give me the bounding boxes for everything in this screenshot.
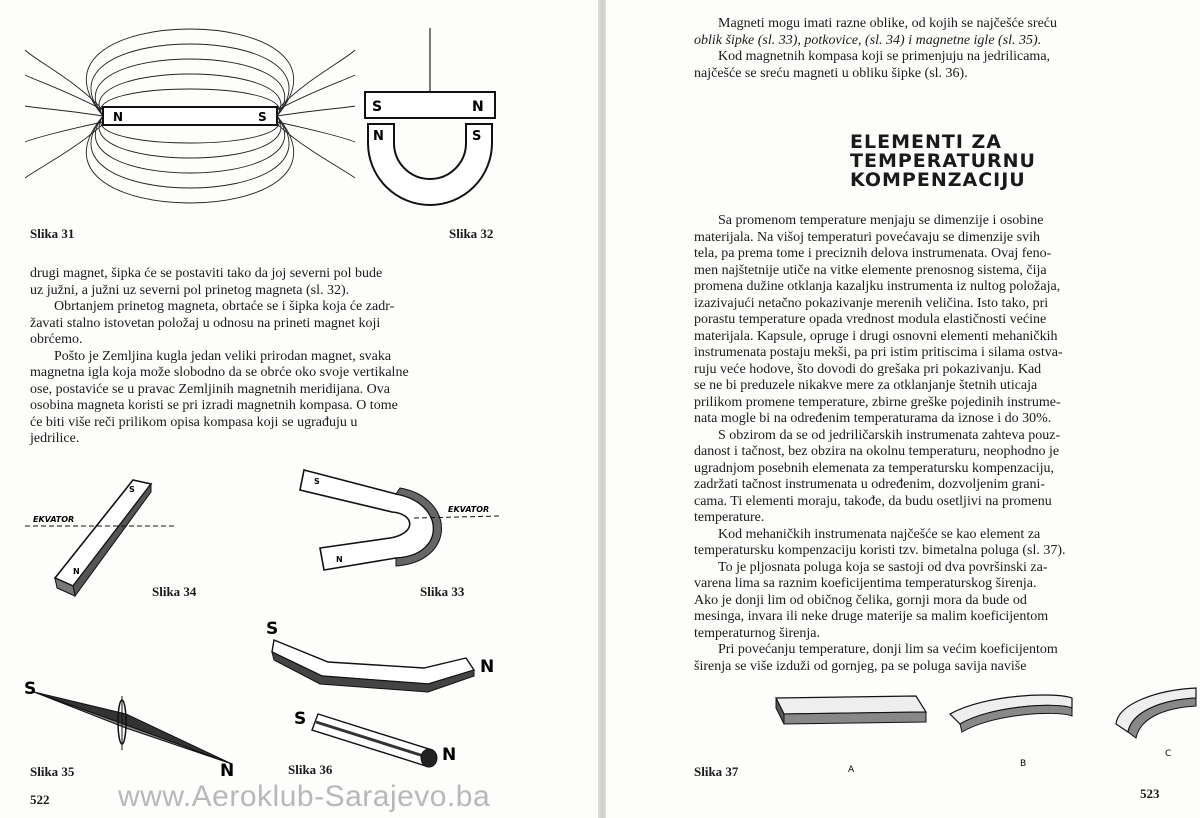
text-line: ose, postaviće se u pravac Zemljinih magnetnih meridijana. Ova (30, 381, 390, 397)
text-line: materijala. Kapsule, opruge i drugi osnovni elementi mehaničkih (694, 328, 1058, 344)
text-line: To je pljosnata poluga koja se sastoji od dva površinski za- (718, 559, 1048, 575)
fig35-pole-n: N (220, 761, 235, 781)
text-line: Pri povećanju temperature, donji lim sa većim koeficijentom (718, 642, 1058, 657)
text-line: se ne bi preduzele nikakve mere za otklanjanje štetnih uticaja (694, 378, 1038, 393)
page-number-right: 523 (1140, 786, 1160, 801)
fig31-pole-s: S (258, 110, 267, 124)
figure-32-caption: Slika 32 (449, 226, 494, 241)
fig34-pole-n: N (73, 567, 80, 576)
text-line: tela, pa prema tome i preciznih delova instrumenata. Ovaj feno- (694, 246, 1052, 261)
fig37-label-b: B (1020, 759, 1027, 769)
fig32-horseshoe-n: N (373, 129, 384, 144)
left-page (0, 0, 598, 818)
text-line: zadržati tačnost instrumenata u određenim, dozvoljenim grani- (694, 477, 1046, 492)
fig32-bar-n: N (472, 99, 484, 115)
bimetal-strip-b (950, 695, 1072, 732)
bimetal-strip-c (1116, 688, 1196, 738)
text-line: žavati stalno istovetan položaj u odnosu na prineti magnet koji (30, 315, 381, 331)
text-line: temperaturnog širenja. (694, 625, 820, 641)
text-line: ugradnjom posebnih elemenata za temperatursku kompenzaciju, (694, 460, 1054, 476)
text-line: Kod mehaničkih instrumenata najčešće se kao element za (718, 526, 1041, 542)
text-line: Pošto je Zemljina kugla jedan veliki prirodan magnet, svaka (54, 348, 392, 364)
text-line: Kod magnetnih kompasa koji se primenjuju na jedrilicama, (718, 49, 1051, 64)
text-line: varena lima sa raznim koeficijentima temperaturskog širenja. (694, 576, 1037, 591)
text-line: nata mogle bi na određenim temperaturama da iznose i do 30%. (694, 411, 1052, 426)
figure-33-caption: Slika 33 (420, 584, 465, 599)
text-line: Sa promenom temperature menjaju se dimenzije i osobine (718, 213, 1044, 228)
text-line: magnetna igla koja može slobodno da se obrće oko svoje vertikalne (30, 365, 409, 380)
heading-line: ELEMENTI ZA (850, 131, 1002, 153)
figure-34-caption: Slika 34 (152, 584, 197, 599)
fig33-pole-s: S (314, 477, 320, 486)
text-line: će biti više reči prilikom opisa kompasa koji se ugrađuju u (30, 414, 358, 430)
text-line: Magneti mogu imati razne oblike, od kojih se najčešće sreću (718, 16, 1058, 31)
figure-33-horseshoe-magnet (296, 458, 506, 578)
text-line: S obzirom da se od jedriličarskih instrumenata zahteva pouz- (718, 427, 1061, 443)
fig36-lower-n: N (442, 745, 457, 765)
text-line: porastu temperature opada vrednost modula elastičnosti većine (694, 312, 1047, 327)
text-line: materijala. Na višoj temperaturi povećavaju se dimenzije svih (694, 229, 1040, 245)
section-heading (850, 133, 1036, 190)
text-line: cama. Ti elementi moraju, takođe, da budu osetljivi na promenu (694, 493, 1052, 509)
text-line: temperature. (694, 510, 765, 525)
figure-32-bar-and-horseshoe (360, 28, 500, 198)
figure-35-magnetic-needle (22, 678, 252, 781)
fig37-label-c: C (1165, 749, 1172, 759)
figure-31-caption: Slika 31 (30, 226, 75, 241)
fig33-pole-n: N (336, 555, 343, 564)
text-line: men najštetnije utiče na vitke elemente prenosnog sistema, čija (694, 262, 1047, 278)
text-line: izazivajući netačno pokazivanje merenih veličina. Isto tako, pri (694, 295, 1049, 311)
text-line: danost i tačnost, bez obzira na okolnu temperaturu, neophodno je (694, 444, 1060, 459)
text-line: oblik šipke (sl. 33), potkovice, (sl. 34) i magnetne igle (sl. 35). (694, 32, 1042, 48)
text-line: ruju veće hodove, što dovodi do grešaka pri pokazivanju. Kad (694, 361, 1042, 377)
text-line: drugi magnet, šipka će se postaviti tako da joj severni pol bude (30, 266, 383, 281)
heading-line: TEMPERATURNU (850, 150, 1036, 172)
figure-37-caption: Slika 37 (694, 764, 739, 779)
fig34-pole-s: S (129, 485, 135, 494)
text-line: mesinga, invara ili neke druge materije sa malim koeficijentom (694, 609, 1049, 624)
text-line: prilikom promene temperature, zbirne greške pojedinih instrume- (694, 394, 1061, 410)
figure-31-field-lines (25, 20, 355, 205)
fig32-horseshoe-s: S (472, 129, 482, 144)
fig34-equator-label: EKVATOR (33, 515, 75, 524)
text-line: Obrtanjem prinetog magneta, obrtaće se i šipka koja će zadr- (54, 299, 395, 314)
fig36-lower-s: S (294, 709, 307, 729)
text-line: promena dužine otklanja kazaljku instrumenta iz nultog položaja, (694, 279, 1061, 294)
figure-37-bimetal-strips (756, 684, 1196, 774)
page-number-left: 522 (30, 792, 50, 807)
fig37-label-a: A (848, 765, 855, 775)
right-body-text (694, 213, 1190, 675)
text-line: jedrilice. (30, 431, 80, 446)
text-line: temperatursku kompenzaciju koristi tzv. bimetalna poluga (sl. 37). (694, 543, 1066, 558)
fig31-pole-n: N (113, 110, 124, 124)
text-line: obrćemo. (30, 332, 83, 347)
fig36-upper-s: S (266, 619, 279, 639)
text-line: najčešće se sreću magneti u obliku šipke (sl. 36). (694, 65, 968, 81)
text-line: instrumenata postaju mekši, pa pri istim pritiscima i silama ostva- (694, 345, 1063, 360)
fig32-bar-s: S (372, 99, 383, 115)
right-page (606, 0, 1200, 818)
fig36-upper-n: N (480, 657, 495, 677)
text-line: uz južni, a južni uz severni pol prinetog magneta (sl. 32). (30, 282, 350, 298)
bimetal-strip-a (776, 696, 926, 724)
heading-line: KOMPENZACIJU (850, 169, 1026, 191)
text-line: širenja se više izduži od gornjeg, pa se poluga savija naviše (694, 658, 1027, 674)
right-intro-text (694, 16, 1190, 82)
figure-36-caption: Slika 36 (288, 762, 333, 777)
fig35-pole-s: S (24, 679, 37, 699)
left-body-text (30, 266, 500, 448)
figure-36-compass-magnets (262, 618, 502, 778)
text-line: osobina magneta koristi se pri izradi magnetnih kompasa. O tome (30, 398, 398, 413)
figure-35-caption: Slika 35 (30, 764, 75, 779)
watermark: www.Aeroklub-Sarajevo.ba (118, 780, 491, 813)
fig33-equator-label: EKVATOR (448, 505, 490, 514)
text-line: Ako je donji lim od običnog čelika, gornji mora da bude od (694, 592, 1027, 608)
